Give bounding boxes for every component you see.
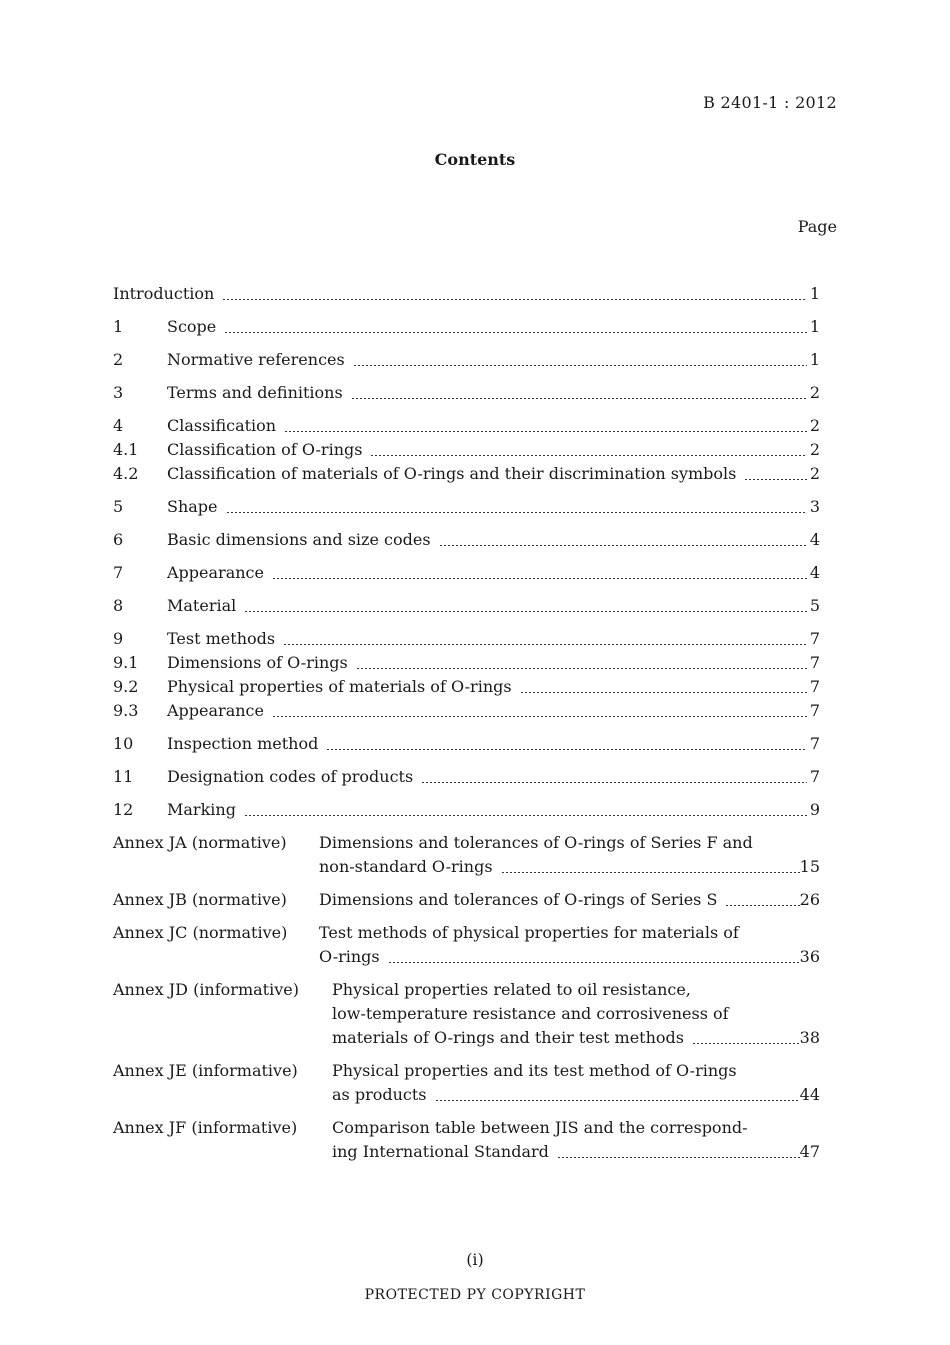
toc-entry-shape[interactable]	[113, 495, 820, 519]
annex-title-line[interactable]: Physical properties and its test method of O-rings	[332, 1061, 737, 1080]
toc-entry-title[interactable]: Test methods	[167, 629, 276, 648]
toc-page-number: 7	[809, 767, 820, 786]
toc-entry-annex-ja[interactable]	[113, 831, 820, 879]
toc-entry-classification-of-o-rings[interactable]	[113, 438, 820, 462]
toc-page-number: 2	[809, 440, 820, 459]
dot-leader	[226, 512, 807, 513]
toc-entry-title[interactable]: Shape	[167, 497, 218, 516]
toc-page-number: 3	[809, 497, 820, 516]
toc-entry-title[interactable]: Material	[167, 596, 237, 615]
toc-entry-normative-references[interactable]	[113, 348, 820, 372]
toc-entry-annex-jf[interactable]	[113, 1116, 820, 1164]
annex-label: Annex JD (informative)	[113, 980, 299, 999]
dot-leader	[244, 815, 807, 816]
toc-entry-marking[interactable]	[113, 798, 820, 822]
dot-leader	[520, 692, 807, 693]
dot-leader	[224, 332, 807, 333]
toc-section-number: 6	[113, 530, 124, 549]
dot-leader	[435, 1100, 800, 1101]
toc-section-number: 9.1	[113, 653, 139, 672]
toc-entry-title[interactable]: Classification	[167, 416, 277, 435]
dot-leader	[439, 545, 807, 546]
annex-label: Annex JB (normative)	[113, 890, 287, 909]
toc-section-number: 12	[113, 800, 134, 819]
toc-entry-title[interactable]: Normative references	[167, 350, 345, 369]
dot-leader	[370, 455, 806, 456]
toc-section-number: 8	[113, 596, 124, 615]
toc-section-number: 9	[113, 629, 124, 648]
toc-section-number: 3	[113, 383, 124, 402]
annex-label: Annex JA (normative)	[113, 833, 287, 852]
toc-entry-title[interactable]: Terms and definitions	[167, 383, 343, 402]
toc-page-number: 2	[809, 416, 820, 435]
annex-title-line[interactable]: Physical properties related to oil resistance,	[332, 980, 691, 999]
page-title: Contents	[434, 150, 516, 169]
toc-page-number: 2	[809, 464, 820, 483]
dot-leader	[353, 365, 807, 366]
toc-entry-title[interactable]: Basic dimensions and size codes	[167, 530, 431, 549]
dot-leader	[272, 578, 807, 579]
toc-entry-title[interactable]: Scope	[167, 317, 217, 336]
toc-entry-physical-properties[interactable]	[113, 675, 820, 699]
toc-entry-annex-jb[interactable]	[113, 888, 820, 912]
toc-section-number: 4	[113, 416, 124, 435]
annex-title-line[interactable]: Dimensions and tolerances of O-rings of Series S	[319, 890, 718, 909]
toc-section-number: 2	[113, 350, 124, 369]
toc-section-number: 10	[113, 734, 134, 753]
toc-page-number: 9	[809, 800, 820, 819]
toc-entry-title[interactable]: Appearance	[167, 701, 264, 720]
toc-page-number: 1	[809, 284, 820, 303]
toc-entry-title[interactable]: Marking	[167, 800, 236, 819]
toc-entry-title[interactable]: Classification of O-rings	[167, 440, 363, 459]
copyright-notice: PROTECTED PY COPYRIGHT	[364, 1287, 586, 1303]
dot-leader	[725, 905, 799, 906]
toc-section-number: 7	[113, 563, 124, 582]
toc-page-number: 1	[809, 317, 820, 336]
toc-entry-designation-codes[interactable]	[113, 765, 820, 789]
page-column-header: Page	[797, 217, 837, 236]
toc-entry-annex-jc[interactable]	[113, 921, 820, 969]
toc-section-number: 11	[113, 767, 134, 786]
toc-entry-appearance[interactable]	[113, 561, 820, 585]
toc-section-number: 4.1	[113, 440, 139, 459]
toc-entry-title[interactable]: Designation codes of products	[167, 767, 414, 786]
annex-title-line[interactable]: as products	[332, 1085, 427, 1104]
toc-entry-terms-and-definitions[interactable]	[113, 381, 820, 405]
dot-leader	[351, 398, 807, 399]
toc-entry-basic-dimensions[interactable]	[113, 528, 820, 552]
toc-page-number: 7	[809, 629, 820, 648]
annex-label: Annex JF (informative)	[113, 1118, 298, 1137]
annex-title-line[interactable]: low-temperature resistance and corrosiveness of	[332, 1004, 729, 1023]
toc-entry-appearance-9-3[interactable]	[113, 699, 820, 723]
toc-entry-title[interactable]: Introduction	[113, 284, 215, 303]
toc-entry-test-methods[interactable]	[113, 627, 820, 651]
toc-entry-title[interactable]: Dimensions of O-rings	[167, 653, 348, 672]
annex-title-line[interactable]: non-standard O-rings	[319, 857, 493, 876]
toc-section-number: 9.3	[113, 701, 139, 720]
toc-page-number: 36	[799, 947, 820, 966]
toc-group-classification	[113, 414, 820, 486]
toc-section-number: 1	[113, 317, 124, 336]
dot-leader	[222, 299, 806, 300]
table-of-contents	[113, 282, 820, 1173]
toc-page-number: 5	[809, 596, 820, 615]
footer-page-number: (i)	[466, 1250, 484, 1269]
toc-entry-introduction[interactable]	[113, 282, 820, 306]
toc-entry-classification[interactable]	[113, 414, 820, 438]
toc-section-number: 5	[113, 497, 124, 516]
annex-title-line[interactable]: Comparison table between JIS and the correspond-	[332, 1118, 748, 1137]
toc-section-number: 4.2	[113, 464, 139, 483]
toc-entry-title[interactable]: Classification of materials of O-rings and their discrimination symbols	[167, 464, 737, 483]
dot-leader	[692, 1043, 800, 1044]
toc-page-number: 26	[799, 890, 820, 909]
annex-label: Annex JC (normative)	[113, 923, 288, 942]
dot-leader	[272, 716, 807, 717]
toc-page-number: 15	[799, 857, 820, 876]
annex-title-line[interactable]: Dimensions and tolerances of O-rings of Series F and	[319, 833, 753, 852]
toc-entry-title[interactable]: Inspection method	[167, 734, 319, 753]
annex-title-line[interactable]: Test methods of physical properties for materials of	[319, 923, 739, 942]
toc-page-number: 44	[799, 1085, 820, 1104]
toc-section-number: 9.2	[113, 677, 139, 696]
toc-page-number: 47	[799, 1142, 820, 1161]
toc-page-number: 4	[809, 563, 820, 582]
annex-title-line[interactable]: ing International Standard	[332, 1142, 549, 1161]
toc-page-number: 2	[809, 383, 820, 402]
document-id: B 2401-1 : 2012	[703, 93, 837, 112]
toc-entry-inspection-method[interactable]	[113, 732, 820, 756]
dot-leader	[356, 668, 807, 669]
toc-entry-title[interactable]: Physical properties of materials of O-rings	[167, 677, 512, 696]
toc-group-test-methods	[113, 627, 820, 723]
toc-entry-dimensions-of-o-rings[interactable]	[113, 651, 820, 675]
toc-page-number: 7	[809, 734, 820, 753]
annex-title-line[interactable]: materials of O-rings and their test methods	[332, 1028, 684, 1047]
dot-leader	[421, 782, 807, 783]
toc-page-number: 4	[809, 530, 820, 549]
annex-label: Annex JE (informative)	[113, 1061, 298, 1080]
toc-page-number: 7	[809, 701, 820, 720]
dot-leader	[283, 644, 807, 645]
toc-entry-annex-jd[interactable]	[113, 978, 820, 1050]
dot-leader	[557, 1157, 800, 1158]
dot-leader	[284, 431, 807, 432]
toc-entry-classification-of-materials[interactable]	[113, 462, 820, 486]
toc-page-number: 7	[809, 677, 820, 696]
toc-entry-annex-je[interactable]	[113, 1059, 820, 1107]
annex-title-line[interactable]: O-rings	[319, 947, 380, 966]
toc-page-number: 38	[799, 1028, 820, 1047]
dot-leader	[744, 479, 806, 480]
dot-leader	[326, 749, 806, 750]
toc-entry-title[interactable]: Appearance	[167, 563, 264, 582]
dot-leader	[244, 611, 807, 612]
dot-leader	[501, 872, 800, 873]
toc-page-number: 7	[809, 653, 820, 672]
toc-entry-scope[interactable]	[113, 315, 820, 339]
toc-page-number: 1	[809, 350, 820, 369]
dot-leader	[388, 962, 800, 963]
toc-entry-material[interactable]	[113, 594, 820, 618]
